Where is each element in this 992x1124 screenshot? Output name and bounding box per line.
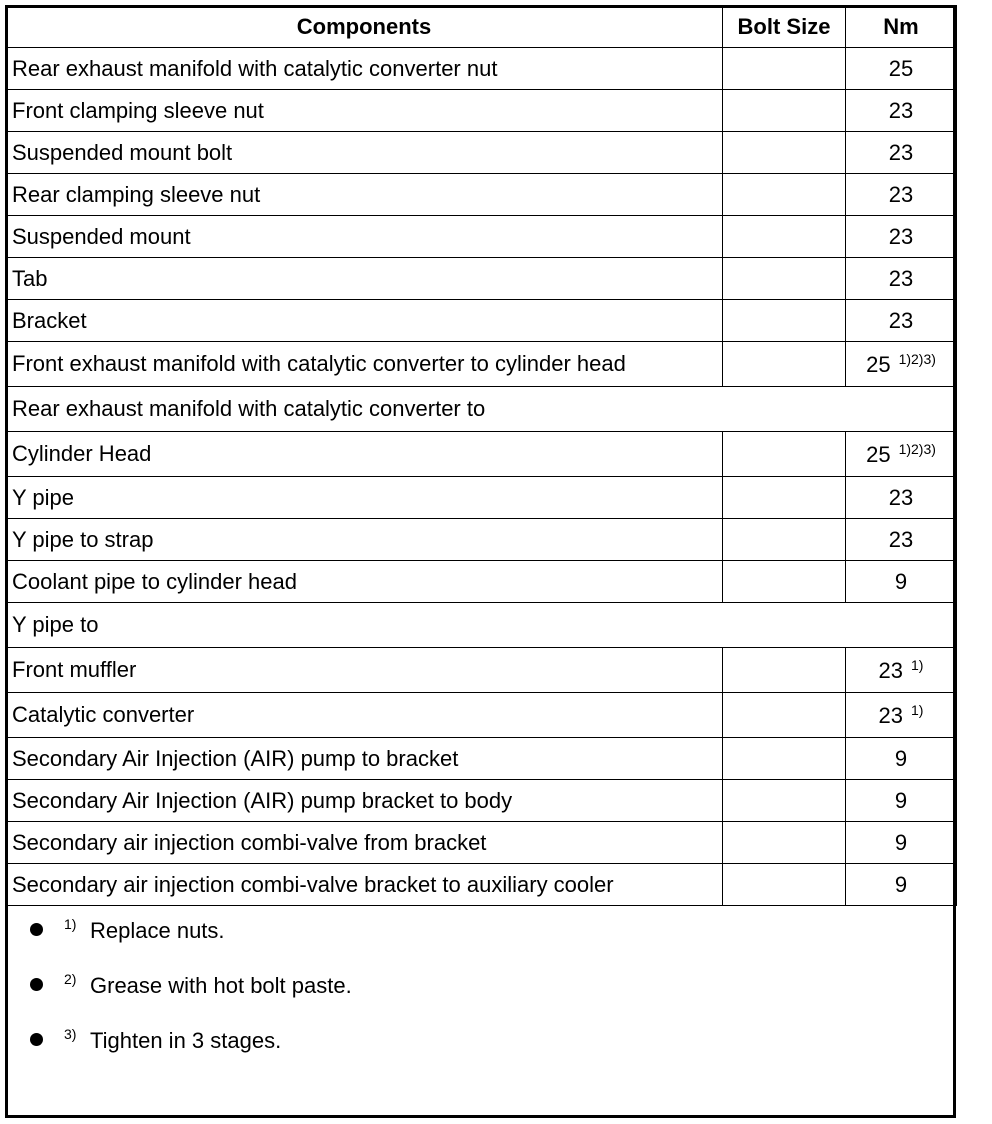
nm-value: 9 bbox=[894, 787, 908, 813]
footnote-item bbox=[30, 1024, 930, 1079]
component-cell: Secondary air injection combi-valve from bracket bbox=[6, 822, 723, 864]
footnote-ref: 1) bbox=[911, 702, 924, 718]
group-label: Y pipe to bbox=[6, 603, 957, 648]
nm-cell bbox=[846, 477, 957, 519]
bolt-size-cell bbox=[723, 300, 846, 342]
table-group-row bbox=[6, 387, 957, 432]
nm-value: 23 bbox=[878, 703, 904, 728]
table-row bbox=[6, 48, 957, 90]
footnote-item bbox=[30, 969, 930, 1024]
nm-value: 23 bbox=[888, 484, 914, 510]
header-components: Components bbox=[6, 6, 723, 48]
nm-value: 23 bbox=[878, 658, 904, 683]
component-cell: Front muffler bbox=[6, 648, 723, 693]
footnote-ref: 1)2)3) bbox=[898, 351, 936, 367]
nm-cell bbox=[846, 132, 957, 174]
nm-value: 25 bbox=[866, 352, 891, 377]
table-row bbox=[6, 693, 957, 738]
nm-cell bbox=[846, 258, 957, 300]
nm-cell bbox=[846, 693, 957, 738]
footnote-text: Grease with hot bolt paste. bbox=[90, 973, 352, 998]
nm-cell bbox=[846, 48, 957, 90]
table-row bbox=[6, 780, 957, 822]
table-row bbox=[6, 432, 957, 477]
table-row bbox=[6, 738, 957, 780]
component-cell: Coolant pipe to cylinder head bbox=[6, 561, 723, 603]
component-cell: Secondary air injection combi-valve bracket to auxiliary cooler bbox=[6, 864, 723, 906]
component-cell: Bracket bbox=[6, 300, 723, 342]
bolt-size-cell bbox=[723, 693, 846, 738]
bolt-size-cell bbox=[723, 258, 846, 300]
table-row bbox=[6, 342, 957, 387]
component-cell: Suspended mount bbox=[6, 216, 723, 258]
nm-value: 9 bbox=[894, 568, 908, 594]
table-row bbox=[6, 477, 957, 519]
bolt-size-cell bbox=[723, 216, 846, 258]
nm-cell bbox=[846, 342, 957, 387]
bolt-size-cell bbox=[723, 132, 846, 174]
nm-cell bbox=[846, 648, 957, 693]
nm-cell bbox=[846, 432, 957, 477]
footnote-text: Tighten in 3 stages. bbox=[90, 1028, 282, 1053]
footnote-item bbox=[30, 914, 930, 969]
bolt-size-cell bbox=[723, 648, 846, 693]
nm-cell bbox=[846, 174, 957, 216]
footnote-number: 3) bbox=[64, 1026, 77, 1042]
table-row bbox=[6, 90, 957, 132]
table-row bbox=[6, 216, 957, 258]
bolt-size-cell bbox=[723, 90, 846, 132]
table-row bbox=[6, 300, 957, 342]
component-cell: Secondary Air Injection (AIR) pump bracket to body bbox=[6, 780, 723, 822]
nm-cell bbox=[846, 822, 957, 864]
bolt-size-cell bbox=[723, 432, 846, 477]
bullet-icon bbox=[30, 1033, 43, 1046]
group-label: Rear exhaust manifold with catalytic converter to bbox=[6, 387, 957, 432]
table-group-row bbox=[6, 603, 957, 648]
bolt-size-cell bbox=[723, 738, 846, 780]
table-row bbox=[6, 132, 957, 174]
nm-value: 25 bbox=[888, 55, 914, 81]
nm-cell bbox=[846, 780, 957, 822]
nm-value: 9 bbox=[894, 871, 908, 897]
bullet-icon bbox=[30, 978, 43, 991]
nm-value: 23 bbox=[888, 526, 914, 552]
nm-cell bbox=[846, 519, 957, 561]
nm-cell bbox=[846, 738, 957, 780]
component-cell: Suspended mount bolt bbox=[6, 132, 723, 174]
nm-value: 23 bbox=[888, 307, 914, 333]
table-row bbox=[6, 258, 957, 300]
component-cell: Front exhaust manifold with catalytic converter to cylinder head bbox=[6, 342, 723, 387]
component-cell: Tab bbox=[6, 258, 723, 300]
bolt-size-cell bbox=[723, 822, 846, 864]
component-cell: Y pipe to strap bbox=[6, 519, 723, 561]
header-nm: Nm bbox=[846, 6, 957, 48]
table-row bbox=[6, 648, 957, 693]
nm-value: 23 bbox=[888, 139, 914, 165]
nm-value: 25 bbox=[866, 442, 891, 467]
bolt-size-cell bbox=[723, 174, 846, 216]
nm-value: 9 bbox=[894, 829, 908, 855]
bolt-size-cell bbox=[723, 342, 846, 387]
nm-value: 9 bbox=[894, 745, 908, 771]
nm-value: 23 bbox=[888, 223, 914, 249]
component-cell: Rear clamping sleeve nut bbox=[6, 174, 723, 216]
bolt-size-cell bbox=[723, 780, 846, 822]
bolt-size-cell bbox=[723, 477, 846, 519]
nm-cell bbox=[846, 561, 957, 603]
nm-cell bbox=[846, 90, 957, 132]
component-cell: Catalytic converter bbox=[6, 693, 723, 738]
table-header-row bbox=[6, 6, 957, 48]
component-cell: Front clamping sleeve nut bbox=[6, 90, 723, 132]
table-row bbox=[6, 822, 957, 864]
footnotes-list bbox=[30, 914, 930, 1079]
component-cell: Secondary Air Injection (AIR) pump to bracket bbox=[6, 738, 723, 780]
component-cell: Rear exhaust manifold with catalytic converter nut bbox=[6, 48, 723, 90]
header-bolt-size: Bolt Size bbox=[723, 6, 846, 48]
bullet-icon bbox=[30, 923, 43, 936]
component-cell: Y pipe bbox=[6, 477, 723, 519]
footnote-number: 2) bbox=[64, 971, 77, 987]
bolt-size-cell bbox=[723, 519, 846, 561]
bolt-size-cell bbox=[723, 864, 846, 906]
footnote-number: 1) bbox=[64, 916, 77, 932]
table-row bbox=[6, 561, 957, 603]
nm-value: 23 bbox=[888, 181, 914, 207]
nm-cell bbox=[846, 300, 957, 342]
table-body bbox=[6, 48, 957, 906]
footnote-ref: 1) bbox=[911, 657, 924, 673]
component-cell: Cylinder Head bbox=[6, 432, 723, 477]
footnote-text: Replace nuts. bbox=[90, 918, 225, 943]
nm-value: 23 bbox=[888, 97, 914, 123]
table-row bbox=[6, 864, 957, 906]
torque-table bbox=[5, 5, 957, 906]
nm-cell bbox=[846, 216, 957, 258]
table-row bbox=[6, 174, 957, 216]
nm-cell bbox=[846, 864, 957, 906]
table-row bbox=[6, 519, 957, 561]
bolt-size-cell bbox=[723, 561, 846, 603]
bolt-size-cell bbox=[723, 48, 846, 90]
footnote-ref: 1)2)3) bbox=[898, 441, 936, 457]
nm-value: 23 bbox=[888, 265, 914, 291]
